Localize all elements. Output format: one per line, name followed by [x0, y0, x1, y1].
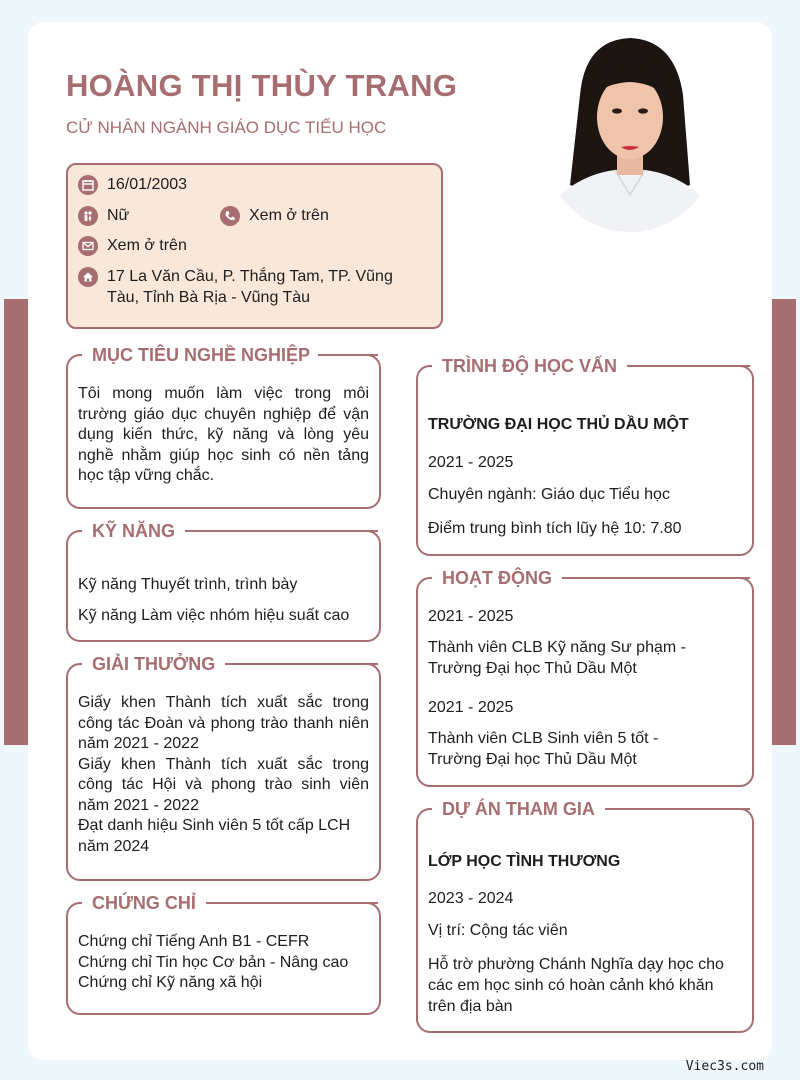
gender-icon	[78, 206, 98, 226]
awards-section	[66, 654, 381, 881]
objective-text: Tôi mong muốn làm việc trong môi trường giáo dục chuyên nghiệp để vận dụng kiến thức, kỹ năng và lòng yêu nghề nhằm giúp học sinh có nền tảng học tập vững chắc.	[78, 385, 369, 484]
project-period: 2023 - 2024	[428, 890, 514, 907]
objective-title: MỤC TIÊU NGHỀ NGHIỆP	[82, 344, 320, 366]
education-title: TRÌNH ĐỘ HỌC VẤN	[432, 355, 627, 377]
left-accent-bar	[4, 299, 28, 745]
home-icon	[78, 267, 98, 287]
activity-desc: Thành viên CLB Sinh viên 5 tốt - Trường Đại học Thủ Dầu Một	[428, 730, 659, 768]
skill-item: Kỹ năng Làm việc nhóm hiệu suất cao	[78, 607, 350, 624]
certificates-section	[66, 893, 381, 1015]
project-role: Vị trí: Cộng tác viên	[428, 922, 568, 939]
certificate-item: Chứng chỉ Kỹ năng xã hội	[78, 974, 263, 991]
phone-icon	[220, 206, 240, 226]
phone-row	[220, 205, 329, 226]
activities-title: HOẠT ĐỘNG	[432, 567, 562, 589]
profile-photo	[545, 35, 715, 232]
right-accent-bar	[772, 299, 796, 745]
education-major: Chuyên ngành: Giáo dục Tiểu học	[428, 486, 670, 503]
certificates-list	[78, 932, 369, 994]
activity-period: 2021 - 2025	[428, 608, 514, 625]
gender-row	[78, 205, 129, 226]
projects-section	[416, 799, 754, 1033]
education-period: 2021 - 2025	[428, 454, 514, 471]
email-row	[78, 235, 187, 256]
education-gpa: Điểm trung bình tích lũy hệ 10: 7.80	[428, 520, 682, 537]
phone-value: Xem ở trên	[249, 207, 329, 224]
email-icon	[78, 236, 98, 256]
objective-section	[66, 345, 381, 509]
awards-title: GIẢI THƯỞNG	[82, 653, 225, 675]
school-name: TRƯỜNG ĐẠI HỌC THỦ DẦU MỘT	[428, 416, 689, 433]
gender-value: Nữ	[107, 207, 130, 224]
certificates-title: CHỨNG CHỈ	[82, 892, 206, 914]
skills-title: KỸ NĂNG	[82, 520, 185, 542]
projects-title: DỰ ÁN THAM GIA	[432, 798, 605, 820]
contact-info-box	[66, 163, 443, 329]
project-desc: Hỗ trờ phường Chánh Nghĩa dạy học cho các em học sinh có hoàn cảnh khó khăn trên địa bàn	[428, 956, 724, 1015]
email-value: Xem ở trên	[107, 237, 187, 254]
skill-item: Kỹ năng Thuyết trình, trình bày	[78, 576, 298, 593]
certificate-item: Chứng chỉ Tin học Cơ bản - Nâng cao	[78, 953, 349, 971]
awards-list	[78, 693, 369, 857]
address-value: 17 La Văn Cầu, P. Thắng Tam, TP. Vũng Tàu, Tỉnh Bà Rịa - Vũng Tàu	[107, 268, 393, 306]
activities-section	[416, 568, 754, 787]
activity-desc: Thành viên CLB Kỹ năng Sư phạm - Trường Đại học Thủ Dầu Một	[428, 639, 686, 677]
project-name: LỚP HỌC TÌNH THƯƠNG	[428, 853, 621, 870]
award-item: Giấy khen Thành tích xuất sắc trong công tác Đoàn và phong trào thanh niên năm 2021 - 2022	[78, 694, 369, 752]
activity-period: 2021 - 2025	[428, 699, 514, 716]
birthday-row	[78, 174, 187, 195]
skills-section	[66, 521, 381, 642]
calendar-icon	[78, 175, 98, 195]
candidate-name: HOÀNG THỊ THÙY TRANG	[66, 68, 458, 103]
candidate-title: CỬ NHÂN NGÀNH GIÁO DỤC TIỂU HỌC	[66, 118, 387, 137]
certificate-item: Chứng chỉ Tiếng Anh B1 - CEFR	[78, 933, 310, 950]
watermark: Viec3s.com	[685, 1059, 764, 1074]
birthday-value: 16/01/2003	[107, 176, 188, 193]
award-item: Giấy khen Thành tích xuất sắc trong công tác Hội và phong trào sinh viên năm 2021 - 2022	[78, 755, 369, 814]
award-item: Đạt danh hiệu Sinh viên 5 tốt cấp LCH năm 2024	[78, 817, 351, 855]
education-section	[416, 356, 754, 556]
address-row	[78, 266, 418, 308]
